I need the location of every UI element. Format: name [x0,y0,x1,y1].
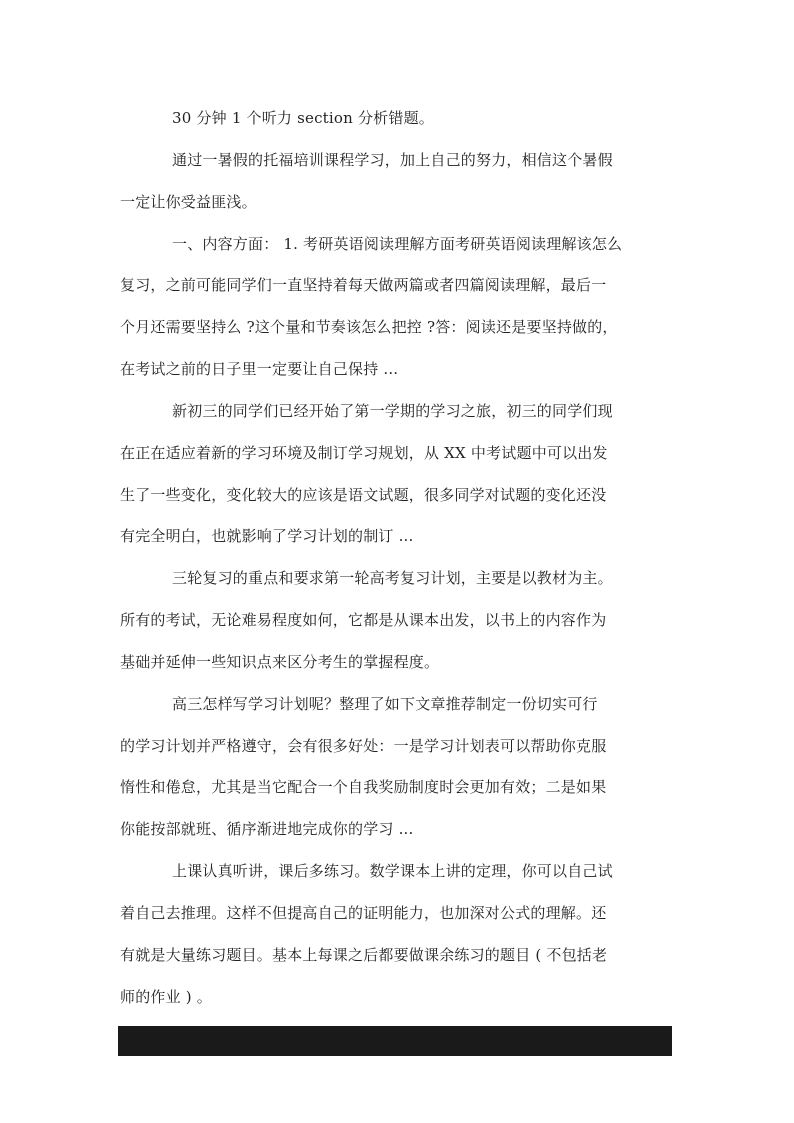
paragraph-line: 三轮复习的重点和要求第一轮高考复习计划，主要是以教材为主。 [172,569,613,587]
paragraph-line: 所有的考试，无论难易程度如何，它都是从课本出发，以书上的内容作为 [120,611,607,629]
paragraph-line: 有就是大量练习题目。基本上每课之后都要做课余练习的题目 ( 不包括老 [120,946,608,964]
paragraph-line: 新初三的同学们已经开始了第一学期的学习之旅，初三的同学们现 [172,402,613,420]
footer-bar [118,1026,672,1056]
paragraph-line: 有完全明白，也就影响了学习计划的制订 ... [120,527,414,545]
paragraph-line: 惰性和倦怠，尤其是当它配合一个自我奖励制度时会更加有效；二是如果 [120,778,607,796]
paragraph-line: 高三怎样写学习计划呢？整理了如下文章推荐制定一份切实可行 [172,695,598,713]
paragraph-line: 复习，之前可能同学们一直坚持着每天做两篇或者四篇阅读理解，最后一 [120,276,607,294]
paragraph-line: 基础并延伸一些知识点来区分考生的掌握程度。 [120,653,440,671]
paragraph-line: 一、内容方面： 1. 考研英语阅读理解方面考研英语阅读理解该怎么 [172,235,623,253]
paragraph-line: 个月还需要坚持么 ?这个量和节奏该怎么把控 ?答：阅读还是要坚持做的， [120,318,618,336]
paragraph-line: 一定让你受益匪浅。 [120,193,257,211]
paragraph-line: 着自己去推理。这样不但提高自己的证明能力，也加深对公式的理解。还 [120,904,607,922]
paragraph-line: 通过一暑假的托福培训课程学习，加上自己的努力，相信这个暑假 [172,151,613,169]
paragraph-line: 在考试之前的日子里一定要让自己保持 ... [120,360,399,378]
paragraph-line: 上课认真听讲，课后多练习。数学课本上讲的定理，你可以自己试 [172,862,613,880]
paragraph-line: 30 分钟 1 个听力 section 分析错题。 [172,109,434,127]
paragraph-line: 生了一些变化，变化较大的应该是语文试题，很多同学对试题的变化还没 [120,486,607,504]
paragraph-line: 的学习计划并严格遵守，会有很多好处：一是学习计划表可以帮助你克服 [120,737,607,755]
paragraph-line: 师的作业 ) 。 [120,988,212,1006]
paragraph-line: 你能按部就班、循序渐进地完成你的学习 ... [120,820,414,838]
paragraph-line: 在正在适应着新的学习环境及制订学习规划，从 XX 中考试题中可以出发 [120,444,608,462]
